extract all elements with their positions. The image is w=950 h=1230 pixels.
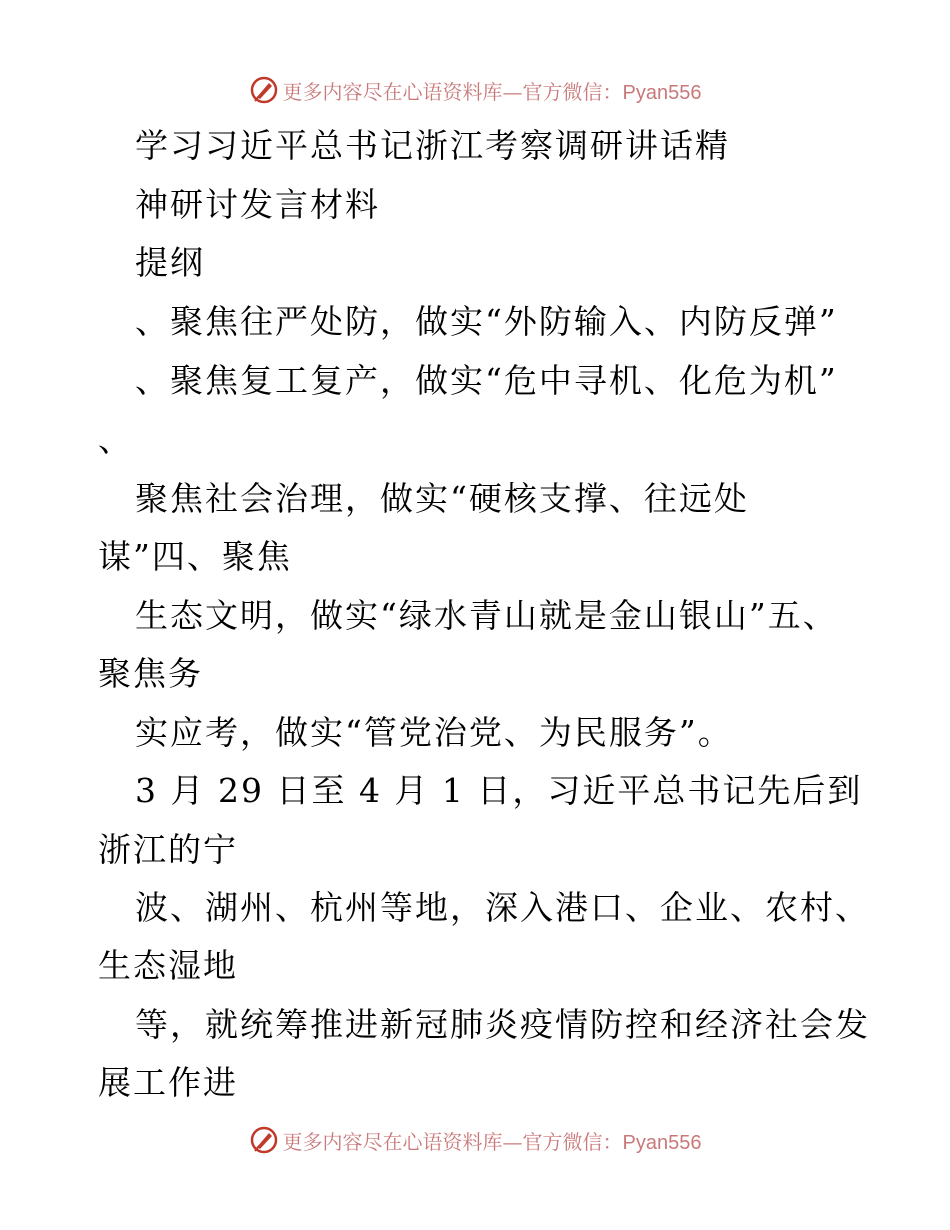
text-line: 生态文明，做实“绿水青山就是金山银山”五、	[135, 596, 838, 635]
text-line: 提纲	[135, 243, 205, 282]
text-line: 谋”四、聚焦	[98, 537, 292, 576]
quill-pen-logo-icon	[249, 75, 279, 105]
text-line: 学习习近平总书记浙江考察调研讲话精	[135, 126, 730, 165]
header-watermark	[0, 73, 950, 107]
footer-watermark	[0, 1123, 950, 1157]
text-line: 3 月 29 日至 4 月 1 日，习近平总书记先后到	[135, 771, 863, 810]
text-line: 实应考，做实“管党治党、为民服务”。	[135, 713, 733, 752]
text-line: 、聚焦往严处防，做实“外防输入、内防反弹”	[135, 302, 838, 341]
text-line: 浙江的宁	[98, 830, 238, 869]
text-line: 波、湖州、杭州等地，深入港口、企业、农村、	[135, 888, 870, 927]
text-line: 生态湿地	[98, 946, 238, 985]
text-line: 、聚焦复工复产，做实“危中寻机、化危为机”	[135, 361, 838, 400]
text-line: 等，就统筹推进新冠肺炎疫情防控和经济社会发	[135, 1005, 870, 1044]
text-line: 神研讨发言材料	[135, 185, 380, 224]
quill-pen-logo-icon	[249, 1125, 279, 1155]
text-line: 展工作进	[98, 1063, 238, 1102]
watermark-text: 更多内容尽在心语资料库—官方微信：Pyan556	[282, 79, 702, 104]
watermark-text: 更多内容尽在心语资料库—官方微信：Pyan556	[282, 1129, 702, 1154]
text-line: 聚焦务	[98, 654, 203, 693]
text-line: 、	[98, 420, 133, 459]
text-line: 聚焦社会治理，做实“硬核支撑、往远处	[135, 479, 749, 518]
